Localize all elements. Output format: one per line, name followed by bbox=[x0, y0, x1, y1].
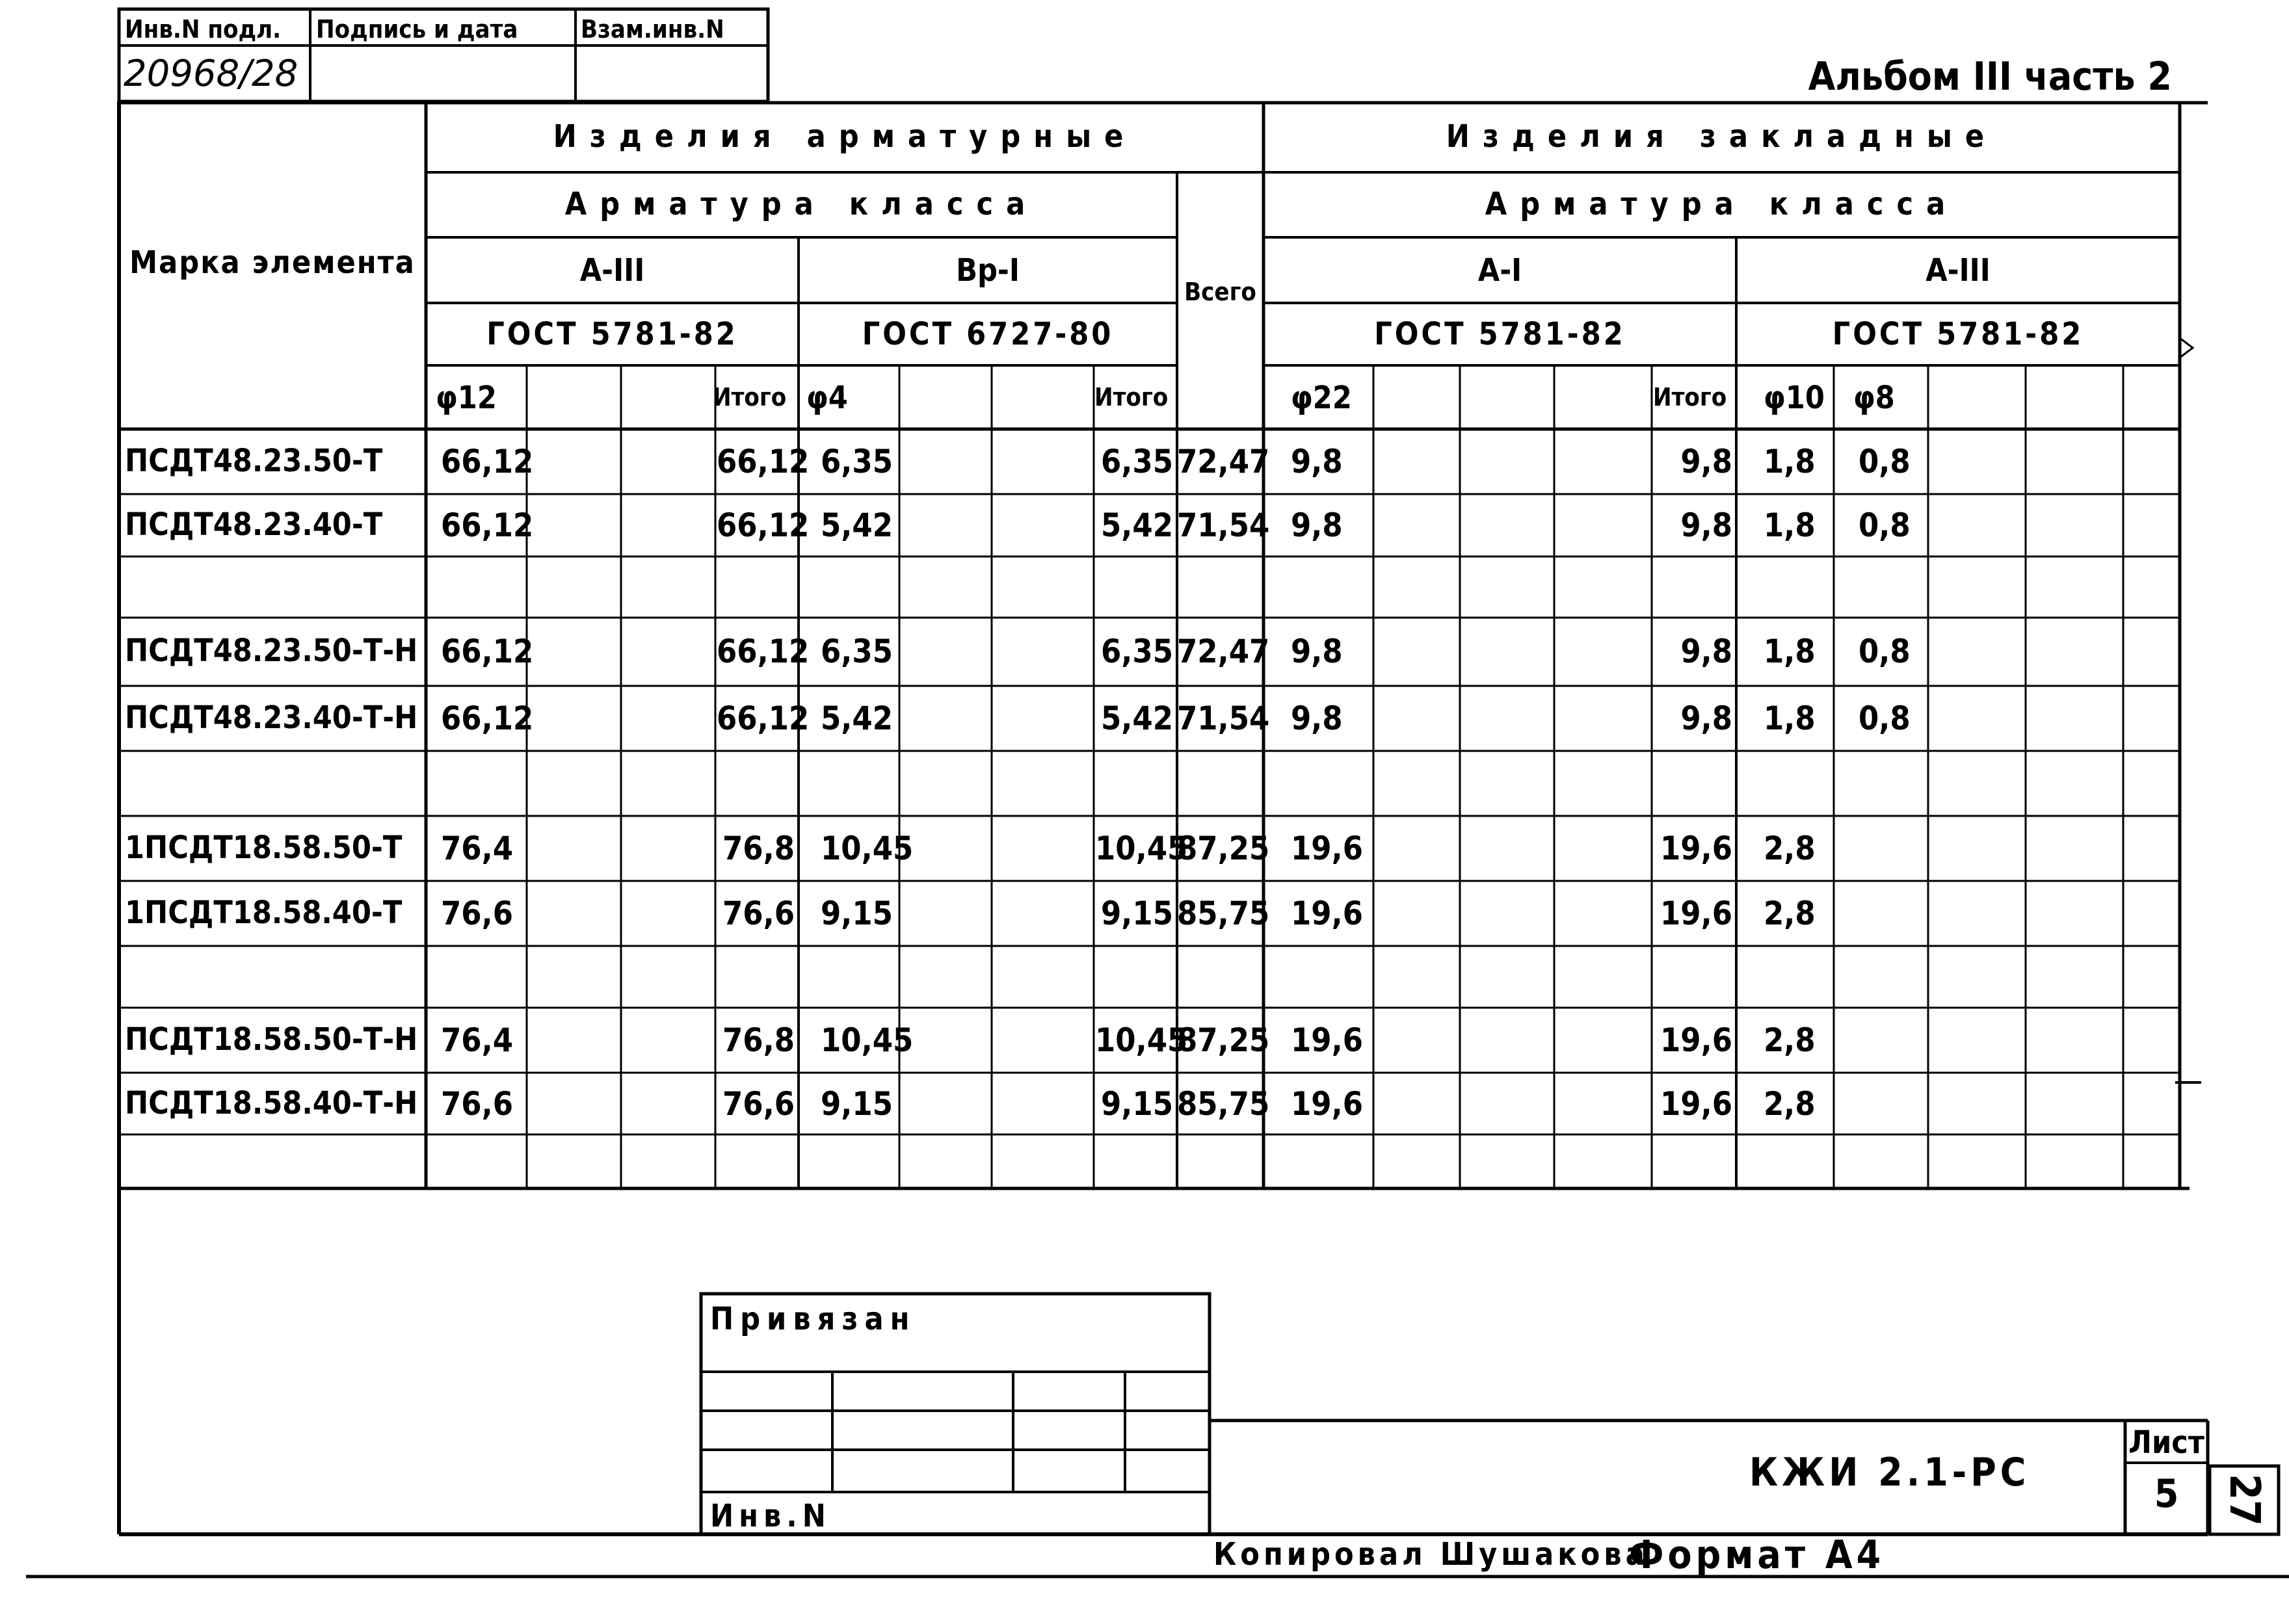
cell-d12: 66,12 bbox=[441, 700, 534, 737]
stamp-inv-podl-label: Инв.N подл. bbox=[125, 15, 282, 44]
privyazan-label: Привязан bbox=[710, 1301, 916, 1337]
sub-itogo-2: Итого bbox=[1094, 383, 1169, 412]
cell-d8: 0,8 bbox=[1859, 443, 1911, 480]
group-zakladnye-header: Изделия закладные bbox=[1446, 118, 1998, 155]
cell-d10: 1,8 bbox=[1764, 633, 1816, 670]
cell-d8: 0,8 bbox=[1859, 700, 1911, 737]
cell-d8: 0,8 bbox=[1859, 506, 1911, 544]
cell-d22: 9,8 bbox=[1291, 633, 1343, 670]
gost-a1: ГОСТ 5781-82 bbox=[1374, 316, 1626, 352]
cell-itogo-3: 19,6 bbox=[1660, 895, 1732, 932]
cell-itogo-1: 76,8 bbox=[722, 1021, 795, 1059]
cell-d22: 9,8 bbox=[1291, 506, 1343, 544]
cell-d4: 10,45 bbox=[821, 1021, 914, 1059]
cell-d4: 6,35 bbox=[821, 443, 893, 480]
cell-mark: ПСДТ48.23.50-Т-Н bbox=[125, 633, 418, 669]
cell-itogo-2: 6,35 bbox=[1101, 443, 1173, 480]
sub-itogo-3: Итого bbox=[1653, 383, 1727, 412]
cell-mark: 1ПСДТ18.58.40-Т bbox=[125, 895, 403, 931]
cell-itogo-3: 9,8 bbox=[1680, 700, 1732, 737]
cell-itogo-1: 66,12 bbox=[717, 700, 810, 737]
page-number: 27 bbox=[2220, 1473, 2268, 1526]
class-a3: А-III bbox=[579, 252, 645, 289]
cell-mark: 1ПСДТ18.58.50-Т bbox=[125, 830, 403, 866]
list-number: 5 bbox=[2154, 1471, 2179, 1517]
class-a1: А-I bbox=[1477, 252, 1522, 289]
cell-itogo-2: 6,35 bbox=[1101, 633, 1173, 670]
cell-d22: 19,6 bbox=[1291, 830, 1363, 867]
cell-itogo-1: 76,6 bbox=[722, 1085, 795, 1123]
cell-d12: 76,6 bbox=[441, 1085, 513, 1123]
cell-d10: 2,8 bbox=[1764, 1085, 1816, 1123]
class-vp1: Вр-I bbox=[956, 252, 1020, 289]
cell-d10: 2,8 bbox=[1764, 1021, 1816, 1059]
doc-code: КЖИ 2.1-РС bbox=[1749, 1450, 2030, 1495]
cell-d10: 1,8 bbox=[1764, 700, 1816, 737]
sub-d22: φ22 bbox=[1291, 380, 1352, 416]
cell-d4: 5,42 bbox=[821, 700, 893, 737]
cell-d4: 10,45 bbox=[821, 830, 914, 867]
cell-total: 87,25 bbox=[1177, 830, 1270, 867]
gost-a3: ГОСТ 5781-82 bbox=[486, 316, 738, 352]
cell-itogo-2: 5,42 bbox=[1101, 506, 1173, 544]
cell-itogo-3: 19,6 bbox=[1660, 1085, 1732, 1123]
vsego-header: Всего bbox=[1184, 278, 1256, 306]
cell-d10: 1,8 bbox=[1764, 506, 1816, 544]
inv-n-label: Инв.N bbox=[710, 1498, 831, 1534]
cell-itogo-3: 9,8 bbox=[1680, 443, 1732, 480]
cell-itogo-2: 10,45 bbox=[1095, 830, 1188, 867]
cell-d12: 76,6 bbox=[441, 895, 513, 932]
cell-d22: 9,8 bbox=[1291, 700, 1343, 737]
cell-d12: 76,4 bbox=[441, 830, 513, 867]
list-label: Лист bbox=[2128, 1424, 2204, 1461]
copied-by: Копировал Шушакова bbox=[1213, 1536, 1648, 1573]
cell-d12: 66,12 bbox=[441, 633, 534, 670]
cell-d10: 2,8 bbox=[1764, 895, 1816, 932]
cell-d22: 19,6 bbox=[1291, 895, 1363, 932]
cell-total: 72,47 bbox=[1177, 633, 1270, 670]
cell-d10: 1,8 bbox=[1764, 443, 1816, 480]
col-mark-header: Марка элемента bbox=[129, 244, 416, 281]
cell-d4: 9,15 bbox=[821, 895, 893, 932]
cell-itogo-1: 66,12 bbox=[717, 633, 810, 670]
cell-mark: ПСДТ48.23.50-Т bbox=[125, 443, 383, 479]
stamp-podpis-data-label: Подпись и дата bbox=[316, 15, 518, 44]
cell-itogo-3: 9,8 bbox=[1680, 633, 1732, 670]
cell-d4: 6,35 bbox=[821, 633, 893, 670]
sub-d8: φ8 bbox=[1853, 380, 1895, 416]
group-armatura-header: Изделия арматурные bbox=[553, 118, 1137, 155]
cell-mark: ПСДТ18.58.50-Т-Н bbox=[125, 1021, 418, 1058]
cell-d8: 0,8 bbox=[1859, 633, 1911, 670]
cell-itogo-2: 5,42 bbox=[1101, 700, 1173, 737]
cell-d22: 9,8 bbox=[1291, 443, 1343, 480]
stamp-vzam-inv-label: Взам.инв.N bbox=[581, 15, 724, 44]
cell-mark: ПСДТ18.58.40-Т-Н bbox=[125, 1085, 418, 1121]
sub-itogo-1: Итого bbox=[713, 383, 787, 412]
class-a3b: А-III bbox=[1925, 252, 1991, 289]
class-header-armatura: Арматура класса bbox=[564, 186, 1039, 222]
cell-total: 71,54 bbox=[1177, 700, 1270, 737]
sub-d12: φ12 bbox=[436, 380, 497, 416]
cell-itogo-1: 76,6 bbox=[722, 895, 795, 932]
cell-mark: ПСДТ48.23.40-Т bbox=[125, 506, 383, 543]
cell-itogo-3: 9,8 bbox=[1680, 506, 1732, 544]
cell-d12: 76,4 bbox=[441, 1021, 513, 1059]
gost-vp1: ГОСТ 6727-80 bbox=[862, 316, 1114, 352]
cell-itogo-1: 66,12 bbox=[717, 443, 810, 480]
cell-itogo-1: 76,8 bbox=[722, 830, 795, 867]
cell-d12: 66,12 bbox=[441, 506, 534, 544]
cell-itogo-2: 9,15 bbox=[1101, 895, 1173, 932]
cell-itogo-3: 19,6 bbox=[1660, 830, 1732, 867]
cell-total: 85,75 bbox=[1177, 895, 1270, 932]
cell-d12: 66,12 bbox=[441, 443, 534, 480]
class-header-zakladnye: Арматура класса bbox=[1485, 186, 1959, 222]
cell-d22: 19,6 bbox=[1291, 1021, 1363, 1059]
cell-itogo-2: 10,45 bbox=[1095, 1021, 1188, 1059]
cell-d22: 19,6 bbox=[1291, 1085, 1363, 1123]
cell-total: 87,25 bbox=[1177, 1021, 1270, 1059]
cell-itogo-3: 19,6 bbox=[1660, 1021, 1732, 1059]
stamp-inv-number: 20968/28 bbox=[124, 53, 298, 95]
cell-mark: ПСДТ48.23.40-Т-Н bbox=[125, 700, 418, 736]
cell-d10: 2,8 bbox=[1764, 830, 1816, 867]
cell-total: 85,75 bbox=[1177, 1085, 1270, 1123]
album-caption: Альбом III часть 2 bbox=[1808, 54, 2172, 99]
sub-d4: φ4 bbox=[806, 380, 848, 416]
cell-d4: 5,42 bbox=[821, 506, 893, 544]
cell-itogo-2: 9,15 bbox=[1101, 1085, 1173, 1123]
sub-d10: φ10 bbox=[1764, 380, 1825, 416]
cell-total: 71,54 bbox=[1177, 506, 1270, 544]
cell-total: 72,47 bbox=[1177, 443, 1270, 480]
cell-d4: 9,15 bbox=[821, 1085, 893, 1123]
cell-itogo-1: 66,12 bbox=[717, 506, 810, 544]
gost-a3b: ГОСТ 5781-82 bbox=[1832, 316, 2084, 352]
format-label: Формат А4 bbox=[1629, 1532, 1885, 1578]
